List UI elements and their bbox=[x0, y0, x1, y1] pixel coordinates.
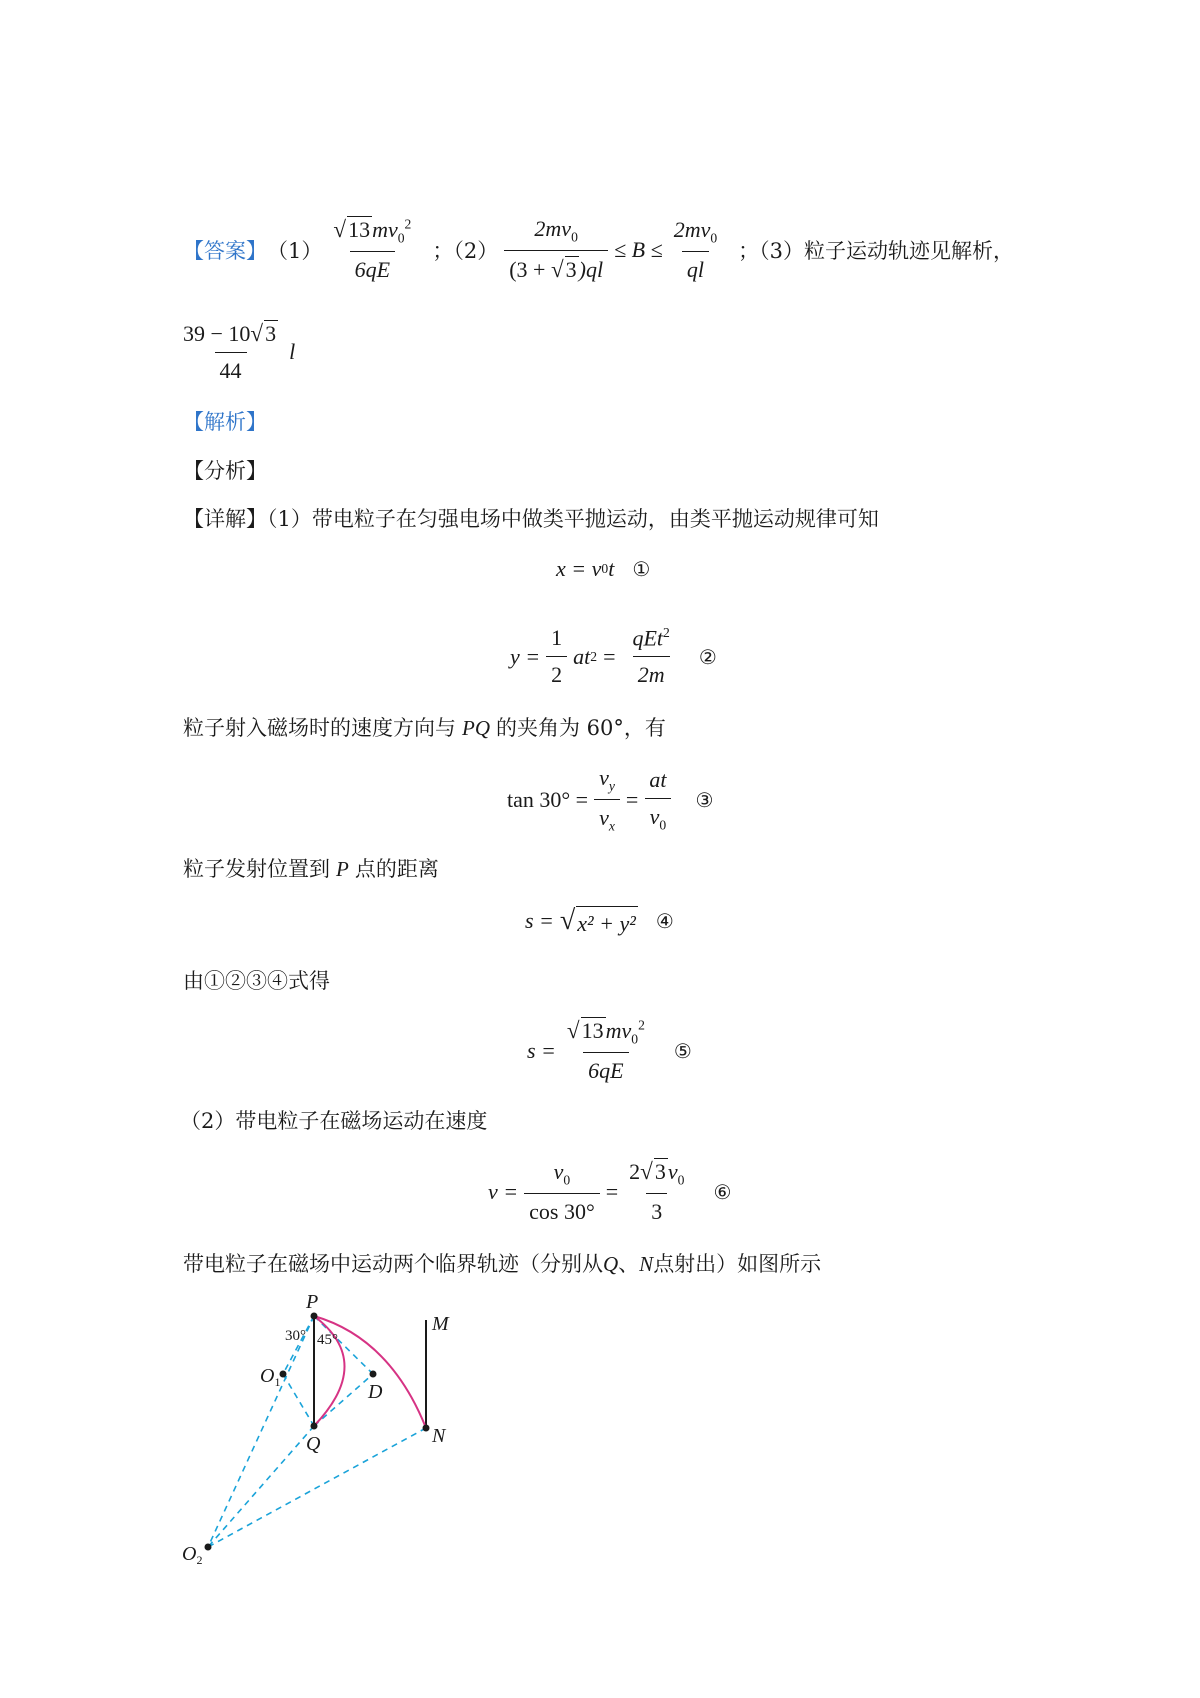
critical-sentence-n: N bbox=[639, 1252, 654, 1276]
distance-sentence-b: 点的距离 bbox=[354, 857, 439, 881]
eq4-mark: ④ bbox=[655, 909, 674, 933]
angle-sentence bbox=[183, 712, 666, 742]
eq3-lhs: tan 30° = bbox=[507, 786, 589, 812]
xiangjie-heading: 【详解】 bbox=[183, 507, 267, 531]
eq5-radicand: 13 bbox=[581, 1018, 604, 1043]
eq2-half-den: 2 bbox=[546, 656, 567, 688]
eq3-num2: at bbox=[649, 766, 667, 792]
eq2-den: 2m bbox=[633, 656, 670, 688]
answer-part3-fraction: $\frac{39 - 10√3}{44}$ bbox=[183, 320, 277, 383]
answer-part1-den: 6qE bbox=[350, 251, 395, 283]
eq3-den2: v bbox=[649, 803, 660, 829]
dashed-construction-lines bbox=[208, 1316, 426, 1547]
derivation-sentence: 由①②③④式得 bbox=[183, 969, 330, 993]
answer-part1-radicand: 13 bbox=[348, 217, 371, 242]
point-n bbox=[423, 1425, 430, 1432]
line-p-o1 bbox=[283, 1316, 314, 1374]
equation-1: x = v 0 t ① bbox=[556, 556, 651, 581]
answer-part3-radicand: 3 bbox=[265, 321, 277, 346]
eq2-half-num: 1 bbox=[551, 625, 563, 651]
eq3-mark: ③ bbox=[695, 787, 714, 812]
eq4-lhs: s = bbox=[525, 908, 554, 933]
label-o2: $O_2$ bbox=[182, 1543, 203, 1567]
eq6-den1: cos 30° bbox=[524, 1193, 600, 1225]
eq6-num2-radicand: 3 bbox=[654, 1159, 666, 1184]
equation-4: s = √ x² + y² ④ bbox=[525, 905, 674, 936]
eq6-num1: v bbox=[553, 1158, 564, 1184]
equation-5: s = $\frac{√13mv_0^2}{6qE}$ ⑤ bbox=[527, 1017, 692, 1084]
eq2-eq: = bbox=[603, 643, 616, 669]
xiangjie-line bbox=[183, 503, 879, 533]
label-m: M bbox=[432, 1313, 449, 1335]
xiangjie-text: （1）带电粒子在匀强电场中做类平抛运动，由类平抛运动规律可知 bbox=[267, 507, 879, 531]
distance-sentence-p: P bbox=[336, 857, 349, 881]
answer-part1-fraction: $\frac{√13mv_0^2}{6qE}$ bbox=[333, 216, 412, 283]
angle-sentence-b: 的夹角为 60°，有 bbox=[496, 716, 666, 740]
label-angle-45: 45° bbox=[317, 1332, 338, 1348]
answer-part2-num-b: 2mv bbox=[673, 216, 711, 242]
eq6-den2: 3 bbox=[646, 1193, 667, 1225]
answer-part2-den-radicand: 3 bbox=[565, 257, 577, 283]
line-q-o2 bbox=[208, 1426, 314, 1547]
part2-sentence: （2）带电粒子在磁场运动在速度 bbox=[180, 1109, 488, 1133]
trajectory-figure bbox=[170, 1290, 490, 1570]
eq5-mark: ⑤ bbox=[673, 1038, 692, 1063]
distance-sentence-a: 粒子发射位置到 bbox=[183, 857, 330, 881]
point-d bbox=[370, 1371, 377, 1378]
eq2-lhs: y = bbox=[510, 643, 541, 669]
eq2-num: qEt bbox=[632, 625, 664, 651]
eq3-eq: = bbox=[625, 786, 639, 812]
label-angle-30: 30° bbox=[285, 1328, 306, 1344]
answer-part3-num-pre: 39 − 10 bbox=[183, 321, 251, 346]
eq2-mid: at bbox=[573, 643, 591, 669]
eq1-lhs: x = v bbox=[556, 556, 602, 581]
line-p-o2 bbox=[208, 1316, 314, 1547]
eq4-radicand: x² + y² bbox=[576, 906, 638, 936]
answer-tag: 【答案】 bbox=[183, 238, 267, 263]
label-q: Q bbox=[306, 1433, 321, 1455]
eq1-mark: ① bbox=[632, 557, 651, 581]
point-p bbox=[311, 1313, 318, 1320]
angle-sentence-a: 粒子射入磁场时的速度方向与 bbox=[183, 716, 456, 740]
eq5-den: 6qE bbox=[583, 1052, 628, 1084]
answer-part1-num-tail: mv bbox=[372, 217, 398, 242]
answer-part3-tail: l bbox=[289, 339, 296, 364]
label-d: D bbox=[368, 1381, 383, 1403]
critical-sentence-sep: 、 bbox=[618, 1252, 640, 1276]
answer-part2-inequality: ≤ B ≤ bbox=[614, 236, 663, 262]
point-q bbox=[311, 1423, 318, 1430]
answer-part2-num-a: 2mv bbox=[534, 216, 572, 241]
point-o1 bbox=[280, 1371, 287, 1378]
critical-sentence-a: 带电粒子在磁场中运动两个临界轨迹（分别从 bbox=[183, 1252, 603, 1276]
answer-part3-den: 44 bbox=[215, 352, 247, 384]
critical-sentence-b: 点射出）如图所示 bbox=[653, 1252, 822, 1276]
answer-part2-den-b: ql bbox=[682, 251, 709, 283]
answer-part2-fraction-b: $\frac{2mv_0}{ql}$ bbox=[673, 216, 718, 282]
answer-part3-text: ；（3）粒子运动轨迹见解析， bbox=[738, 238, 1015, 263]
eq6-num2-pre: 2 bbox=[629, 1159, 641, 1184]
label-o1: $O_1$ bbox=[260, 1365, 281, 1389]
answer-part2-den-pre: (3 + bbox=[509, 257, 546, 283]
equation-6: v = $\frac{v_0}{\cos 30^\circ}$ = $\frac{2√3v_0}{3}$ ⑥ bbox=[488, 1158, 732, 1225]
answer-part2-den-post: )ql bbox=[578, 257, 604, 283]
answer-part2-label: ；（2） bbox=[432, 238, 499, 263]
distance-sentence bbox=[183, 853, 439, 883]
eq6-eq: = bbox=[605, 1178, 619, 1204]
label-n: N bbox=[432, 1425, 446, 1447]
line-q-d bbox=[314, 1374, 373, 1426]
critical-sentence bbox=[183, 1248, 821, 1278]
line-o1-q bbox=[283, 1374, 314, 1426]
eq6-lhs: v = bbox=[488, 1178, 519, 1204]
answer-part2-fraction-a: $\frac{2mv_0}{(3 + √3)ql}$ bbox=[504, 216, 608, 283]
eq3-num1: v bbox=[599, 765, 609, 790]
angle-sentence-pq: PQ bbox=[462, 716, 490, 740]
eq6-mark: ⑥ bbox=[713, 1179, 732, 1204]
eq3-den1: v bbox=[599, 805, 609, 831]
eq2-mark: ② bbox=[698, 644, 717, 669]
answer-part3-value bbox=[178, 320, 295, 384]
answer-line bbox=[183, 216, 1014, 283]
eq1-tail: t bbox=[608, 556, 615, 581]
eq5-lhs: s = bbox=[527, 1037, 556, 1063]
answer-part1-label: （1） bbox=[267, 238, 323, 263]
fenxi-heading: 【分析】 bbox=[183, 459, 267, 483]
eq5-num-tail: mv bbox=[605, 1018, 632, 1043]
equation-2: y = $\frac{1}{2}$ at 2 = $\frac{qEt^2}{2m}$ ② bbox=[510, 625, 717, 688]
jiexi-heading: 【解析】 bbox=[183, 410, 267, 434]
label-p: P bbox=[306, 1291, 319, 1313]
eq6-num2-post: v bbox=[667, 1159, 678, 1184]
equation-3: tan 30° = $\frac{v_y}{v_x}$ = $\frac{at}{v_0}$ ③ bbox=[507, 765, 714, 834]
critical-sentence-q: Q bbox=[603, 1252, 619, 1276]
point-o2 bbox=[205, 1544, 212, 1551]
